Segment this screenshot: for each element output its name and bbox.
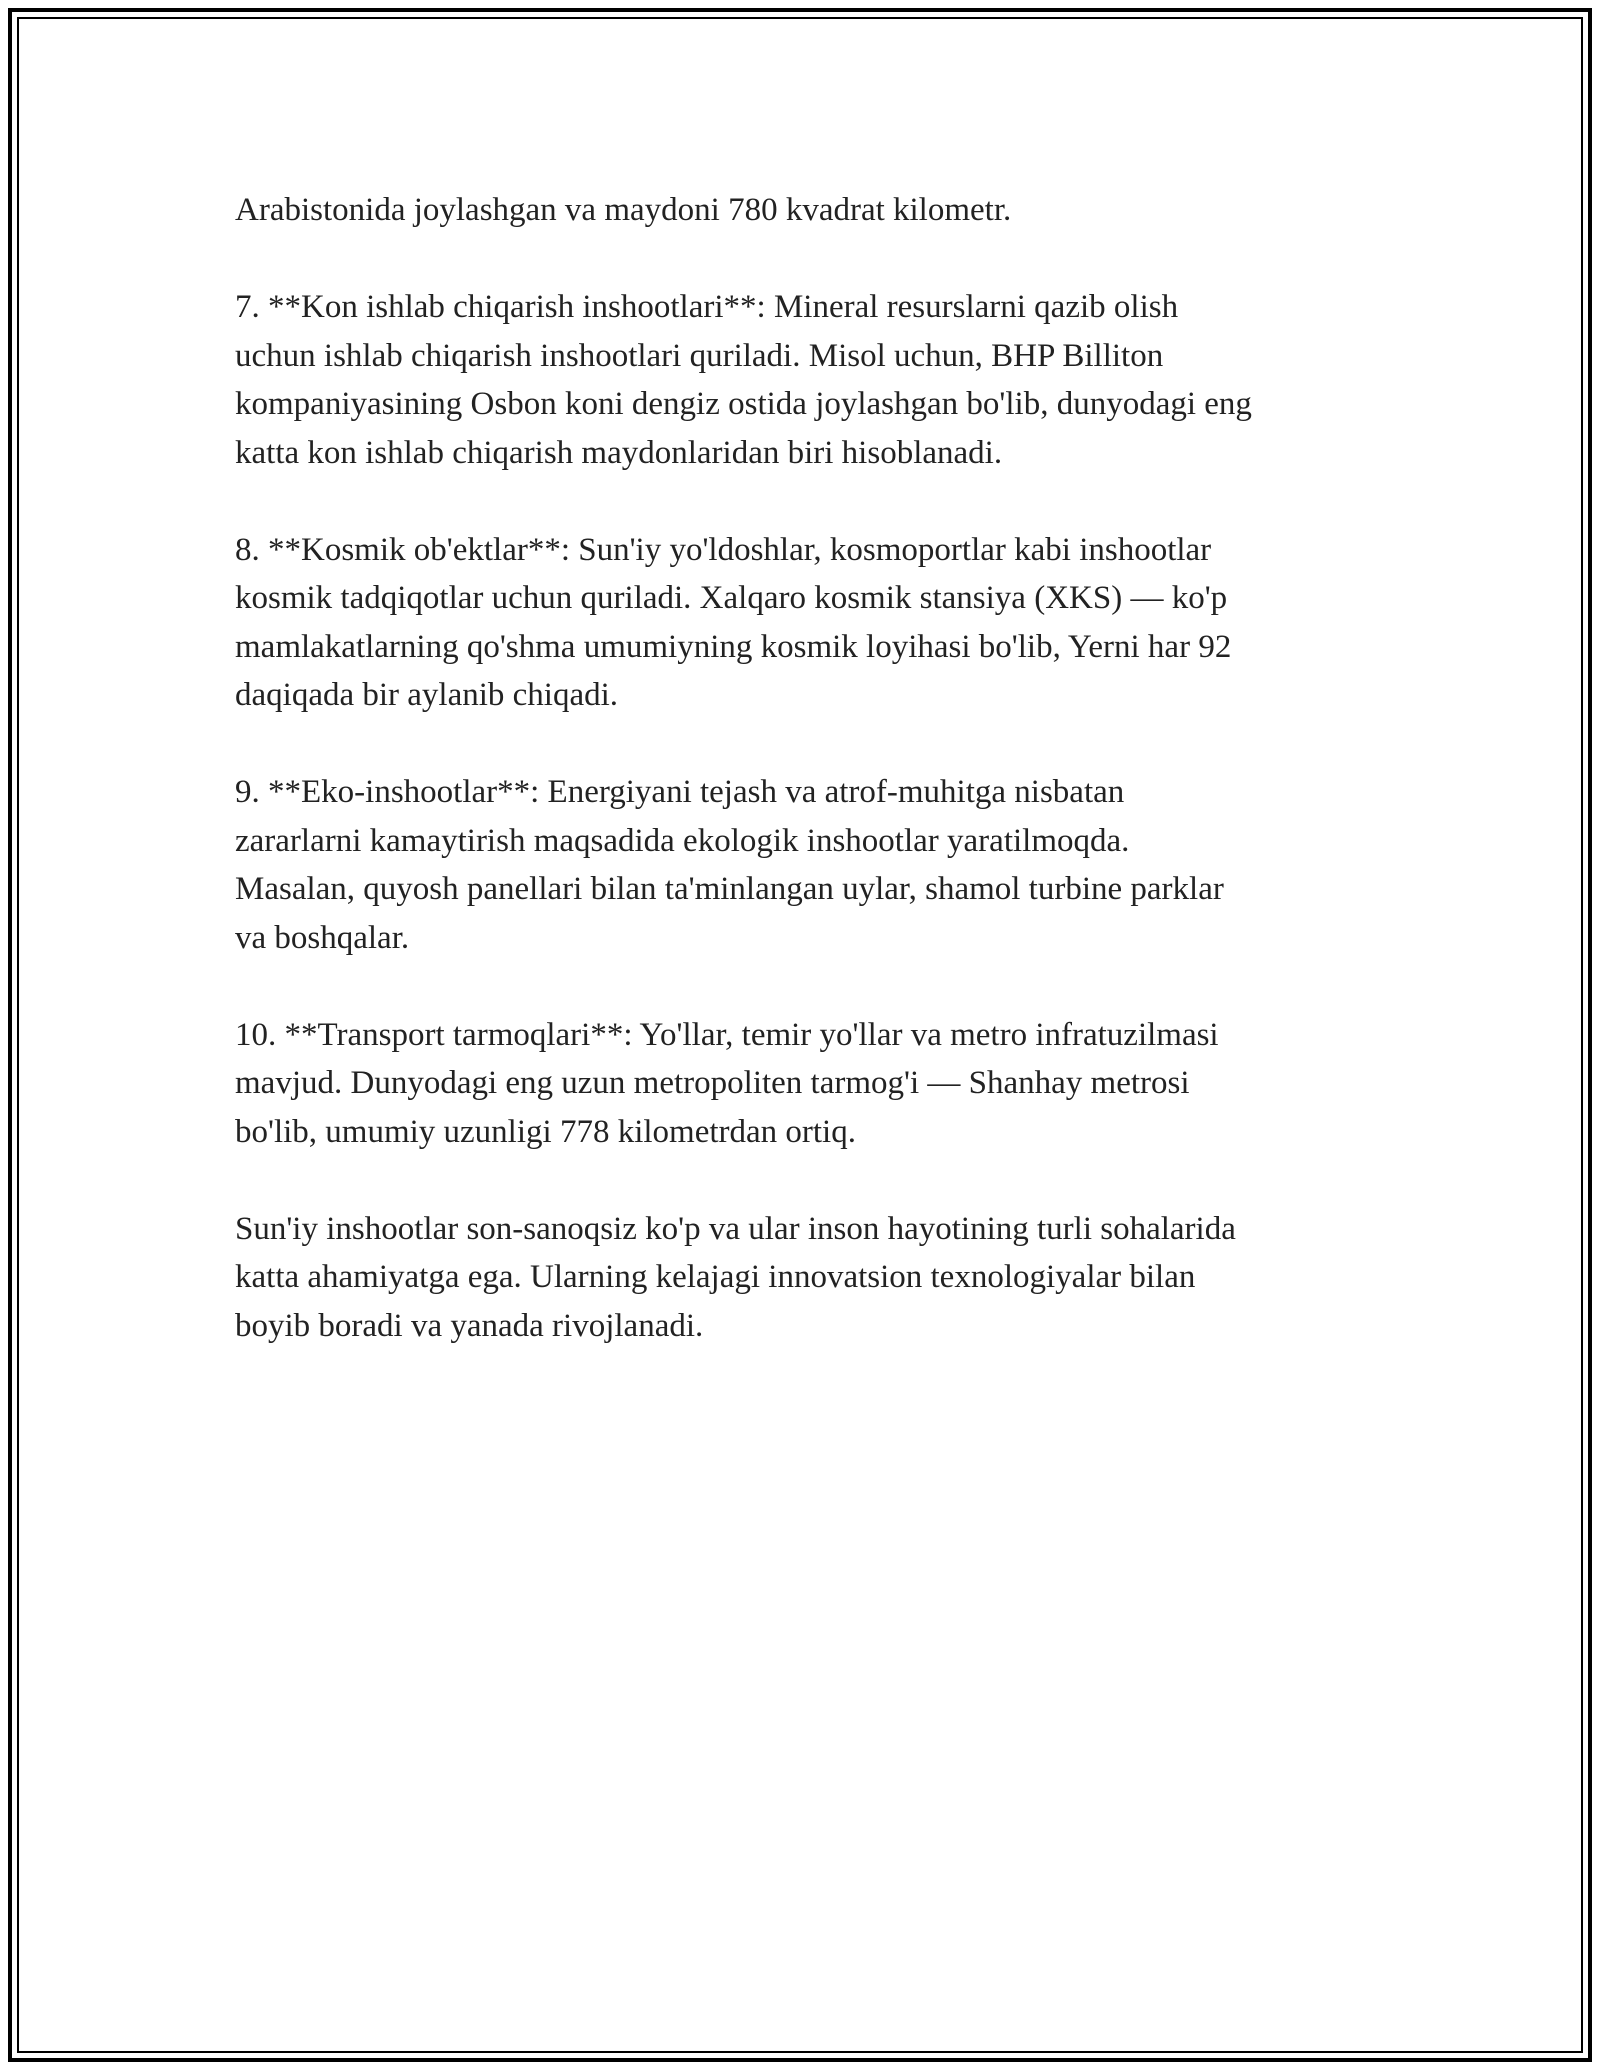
text-line: kosmik tadqiqotlar uchun quriladi. Xalqaro kosmik stansiya (XKS) — ko'p	[235, 580, 1228, 616]
text-line: katta ahamiyatga ega. Ularning kelajagi innovatsion texnologiyalar bilan	[235, 1259, 1196, 1295]
paragraph-item-10	[235, 1011, 1385, 1157]
text-line: 9. **Eko-inshootlar**: Energiyani tejash va atrof-muhitga nisbatan	[235, 774, 1125, 810]
paragraph-item-7	[235, 283, 1385, 477]
text-line: Sun'iy inshootlar son-sanoqsiz ko'p va ular inson hayotining turli sohalarida	[235, 1210, 1236, 1247]
paragraph-item-8	[235, 526, 1385, 720]
text-line: mavjud. Dunyodagi eng uzun metropoliten tarmog'i — Shanhay metrosi	[235, 1065, 1190, 1101]
paragraph-conclusion	[235, 1205, 1385, 1351]
text-line: mamlakatlarning qo'shma umumiyning kosmik loyihasi bo'lib, Yerni har 92	[235, 628, 1232, 665]
text-line: boyib boradi va yanada rivojlanadi.	[235, 1307, 704, 1344]
paragraph-item-9	[235, 768, 1385, 962]
text-line: Masalan, quyosh panellari bilan ta'minlangan uylar, shamol turbine parklar	[235, 871, 1224, 907]
text-line: kompaniyasining Osbon koni dengiz ostida joylashgan bo'lib, dunyodagi eng	[235, 386, 1252, 422]
text-line: 10. **Transport tarmoqlari**: Yo'llar, temir yo'llar va metro infratuzilmasi	[235, 1016, 1219, 1053]
document-body	[235, 186, 1385, 1399]
text-line: Arabistonida joylashgan va maydoni 780 kvadrat kilometr.	[235, 192, 1012, 228]
text-line: 7. **Kon ishlab chiqarish inshootlari**: Mineral resurslarni qazib olish	[235, 289, 1179, 325]
paragraph-continuation	[235, 186, 1385, 235]
text-line: uchun ishlab chiqarish inshootlari quriladi. Misol uchun, BHP Billiton	[235, 337, 1164, 374]
text-line: daqiqada bir aylanib chiqadi.	[235, 677, 619, 713]
text-line: katta kon ishlab chiqarish maydonlaridan biri hisoblanadi.	[235, 434, 1003, 471]
text-line: zararlarni kamaytirish maqsadida ekologik inshootlar yaratilmoqda.	[235, 822, 1130, 859]
text-line: va boshqalar.	[235, 919, 410, 956]
text-line: 8. **Kosmik ob'ektlar**: Sun'iy yo'ldoshlar, kosmoportlar kabi inshootlar	[235, 531, 1212, 568]
text-line: bo'lib, umumiy uzunligi 778 kilometrdan ortiq.	[235, 1113, 856, 1150]
